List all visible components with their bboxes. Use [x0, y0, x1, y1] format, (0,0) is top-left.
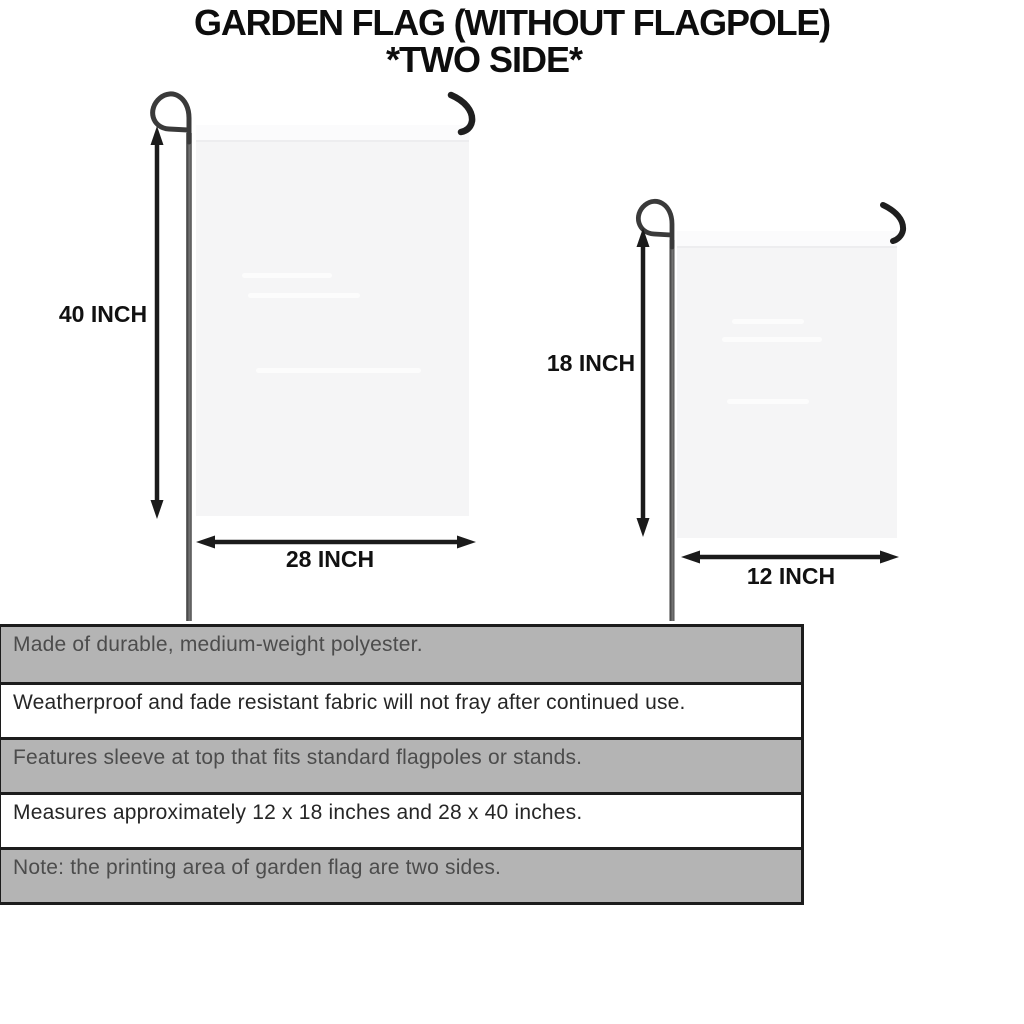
fabric-crease — [727, 399, 809, 404]
title-block — [0, 2, 1024, 80]
feature-row: Measures approximately 12 x 18 inches and 28 x 40 inches. — [1, 792, 801, 847]
fabric-crease — [722, 337, 822, 342]
fabric-crease — [248, 293, 360, 298]
fabric-crease — [242, 273, 332, 278]
features-table — [0, 624, 804, 905]
large-flag-pole-icon — [153, 94, 189, 621]
small-flag-height-label: 18 INCH — [546, 350, 636, 376]
large-flag-width-label: 28 INCH — [285, 546, 375, 572]
feature-row: Features sleeve at top that fits standard flagpoles or stands. — [1, 737, 801, 792]
small-flag-panel — [677, 231, 897, 538]
fabric-crease — [256, 368, 421, 373]
page-title: GARDEN FLAG (WITHOUT FLAGPOLE) — [194, 2, 830, 43]
small-flag-width-arrow-icon — [681, 551, 899, 564]
large-flag-panel — [196, 125, 469, 516]
large-flag-sleeve — [196, 125, 469, 142]
feature-row: Weatherproof and fade resistant fabric will not fray after continued use. — [1, 682, 801, 737]
page-subtitle: *TWO SIDE* — [385, 38, 582, 80]
large-flag-height-label: 40 INCH — [58, 301, 148, 327]
small-flag-width-label: 12 INCH — [746, 563, 836, 589]
small-flag-height-arrow-icon — [637, 228, 650, 537]
small-flag-pole-icon — [638, 201, 672, 621]
feature-row: Note: the printing area of garden flag are two sides. — [1, 847, 801, 902]
feature-row: Made of durable, medium-weight polyester. — [1, 627, 801, 682]
small-flag-sleeve — [677, 231, 897, 248]
fabric-crease — [732, 319, 804, 324]
